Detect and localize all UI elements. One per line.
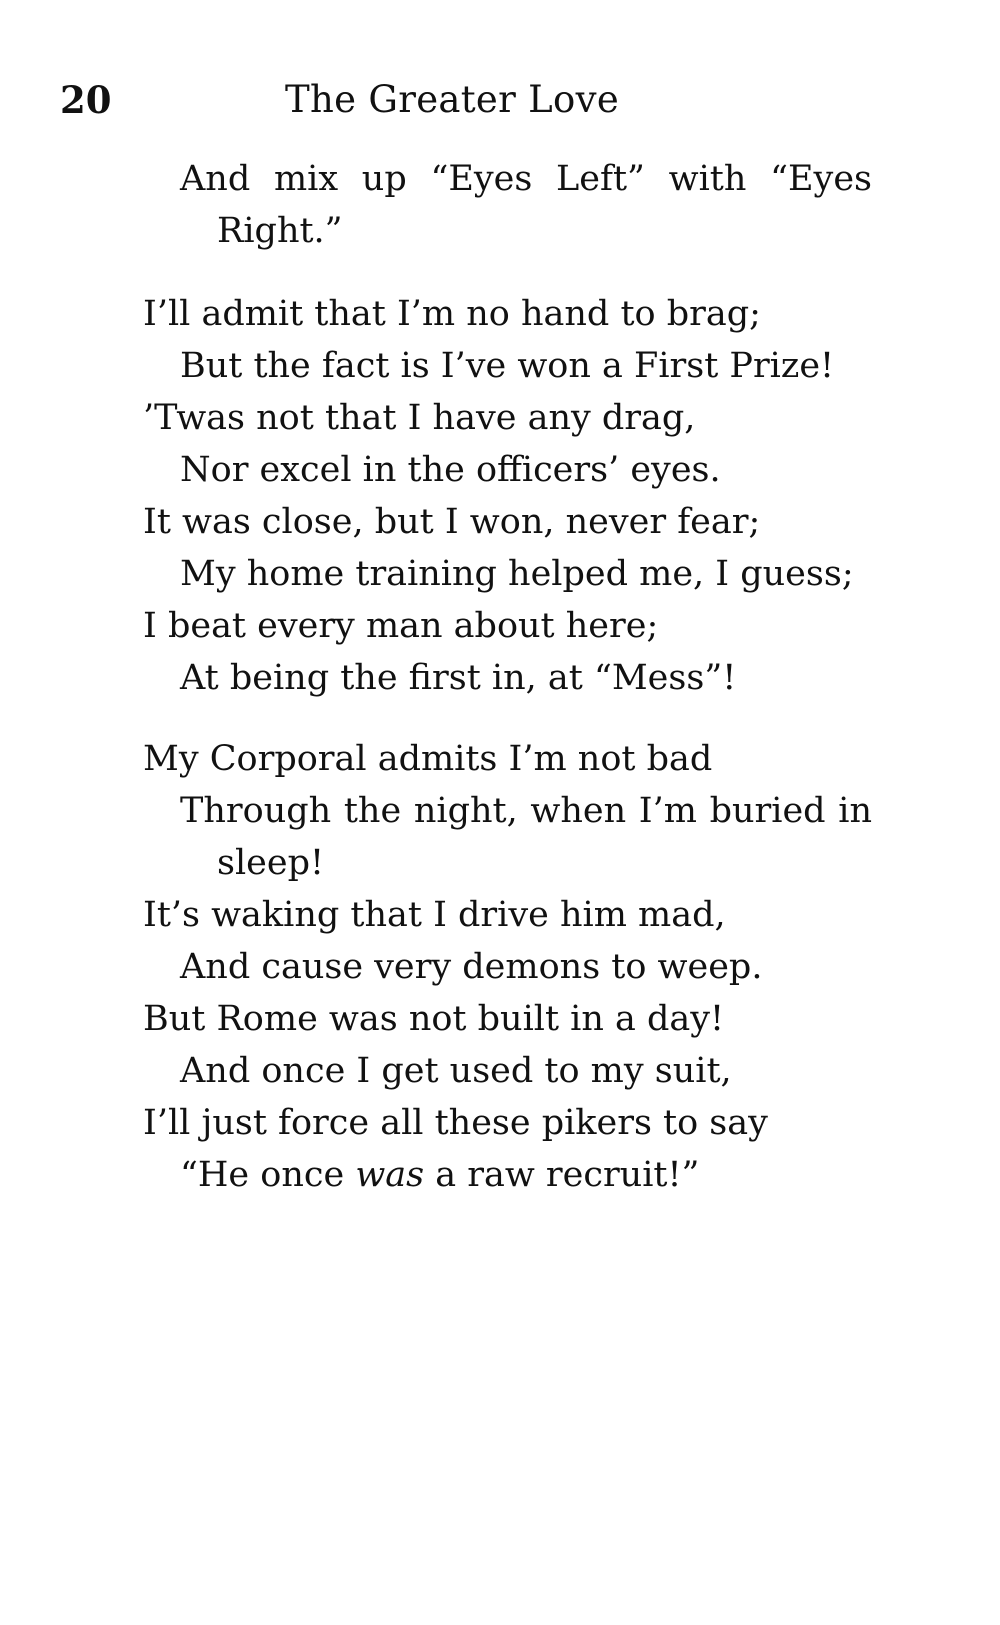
poem-line: It’s waking that I drive him mad, (143, 895, 726, 935)
poem-line: My Corporal admits I’m not bad (143, 739, 713, 779)
poem-line: And once I get used to my suit, (180, 1051, 732, 1091)
poem-line: And mix up “Eyes Left” with “Eyes (180, 159, 872, 199)
poem-line: sleep! (217, 843, 325, 883)
poem-line: I beat every man about here; (143, 606, 659, 646)
poem-line: My home training helped me, I guess; (180, 554, 854, 594)
running-title: The Greater Love (285, 78, 620, 121)
poem-line: I’ll admit that I’m no hand to brag; (143, 294, 761, 334)
poem-line: And cause very demons to weep. (180, 947, 763, 987)
last-line-after: a raw recruit!” (424, 1155, 700, 1195)
poem-line: Nor excel in the officers’ eyes. (180, 450, 721, 490)
poem-line: It was close, but I won, never fear; (143, 502, 761, 542)
last-line-italic-word: was (355, 1155, 425, 1195)
poem-line: Through the night, when I’m buried in (180, 791, 872, 831)
poem-line: At being the first in, at “Mess”! (180, 658, 737, 698)
last-line-before: “He once (180, 1155, 356, 1195)
poem-line-last (180, 1149, 699, 1201)
poem-line: ’Twas not that I have any drag, (143, 398, 696, 438)
poem-line: I’ll just force all these pikers to say (143, 1103, 768, 1143)
poem-line: But Rome was not built in a day! (143, 999, 725, 1039)
page-number: 20 (60, 78, 112, 122)
poem-line: But the fact is I’ve won a First Prize! (180, 346, 835, 386)
poem-line: Right.” (217, 211, 343, 251)
